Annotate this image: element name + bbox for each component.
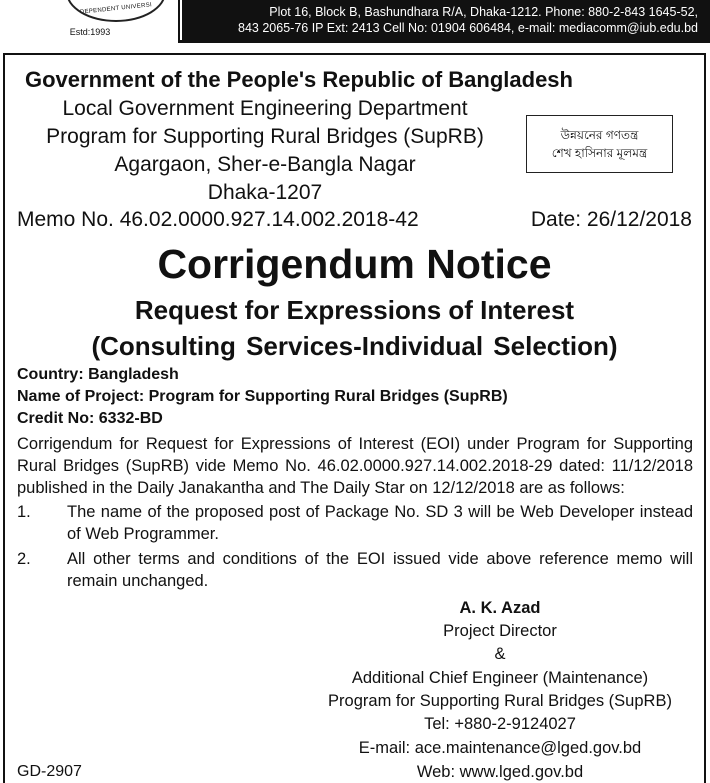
signatory-email: E-mail: ace.maintenance@lged.gov.bd: [358, 739, 642, 757]
project-name-label: Name of Project: Program for Supporting Rural Bridges (SupRB): [17, 388, 508, 405]
credit-number-label: Credit No: 6332-BD: [17, 410, 163, 427]
list-item-text: The name of the proposed post of Package No. SD 3 will be Web Developer instead of Web Programmer.: [67, 503, 693, 543]
signatory-additional-title: Additional Chief Engineer (Maintenance): [351, 669, 649, 687]
signatory-title: Project Director: [443, 622, 557, 640]
slogan-line-2: শেখ হাসিনার মূলমন্ত্র: [551, 146, 648, 160]
office-address: Agargaon, Sher-e-Bangla Nagar: [114, 153, 416, 176]
department-name: Local Government Engineering Department: [62, 97, 468, 120]
contact-strip: [182, 0, 710, 43]
established-year: Estd:1993: [69, 27, 111, 37]
newspaper-banner: [0, 0, 710, 43]
slogan-line-1: উন্নয়নের গণতন্ত্র: [560, 128, 639, 142]
address-line-2: 843 2065-76 IP Ext: 2413 Cell No: 01904 606484, e-mail: mediacomm@iub.edu.bd: [238, 21, 698, 35]
notice-subtitle: Request for Expressions of Interest: [134, 295, 575, 325]
government-heading: Government of the People's Republic of Bangladesh: [25, 67, 573, 92]
gd-number: GD-2907: [17, 763, 82, 780]
notice-date: Date: 26/12/2018: [530, 208, 692, 231]
notice-title: Corrigendum Notice: [157, 241, 552, 287]
address-line-1: Plot 16, Block B, Bashundhara R/A, Dhaka-1212. Phone: 880-2-843 1645-52,: [269, 5, 698, 19]
corrigendum-notice: [3, 53, 706, 783]
memo-number: Memo No. 46.02.0000.927.14.002.2018-42: [17, 208, 419, 231]
office-city: Dhaka-1207: [207, 181, 323, 204]
notice-body: Corrigendum for Request for Expressions of Interest (EOI) under Program for Supporting Rural Bridges (SupRB) vide Memo No. 46.02.0000.927.14.002.2018-29 dated: 11/12/2018 published in the Daily Janakantha and The Daily Star on 12/12/2018 are as follows:: [17, 435, 693, 497]
signatory-ampersand: &: [494, 645, 506, 663]
program-name: Program for Supporting Rural Bridges (SupRB): [46, 125, 484, 148]
list-item-number: 1.: [17, 503, 31, 521]
university-logo-area: [0, 0, 180, 43]
signatory-telephone: Tel: +880-2-9124027: [424, 715, 576, 733]
slogan-stamp: [526, 115, 673, 173]
signatory-name: A. K. Azad: [459, 599, 541, 617]
list-item-number: 2.: [17, 550, 31, 568]
seal-text: DEPENDENT UNIVERSI: [79, 2, 153, 16]
selection-method: (Consulting Services-Individual Selection): [91, 331, 618, 361]
list-item-text: All other terms and conditions of the EOI issued vide above reference memo will remain unchanged.: [67, 550, 693, 590]
signatory-program: Program for Supporting Rural Bridges (SupRB): [328, 692, 672, 710]
university-seal: [66, 0, 166, 22]
signatory-website: Web: www.lged.gov.bd: [416, 763, 584, 781]
country-label: Country: Bangladesh: [17, 366, 179, 383]
